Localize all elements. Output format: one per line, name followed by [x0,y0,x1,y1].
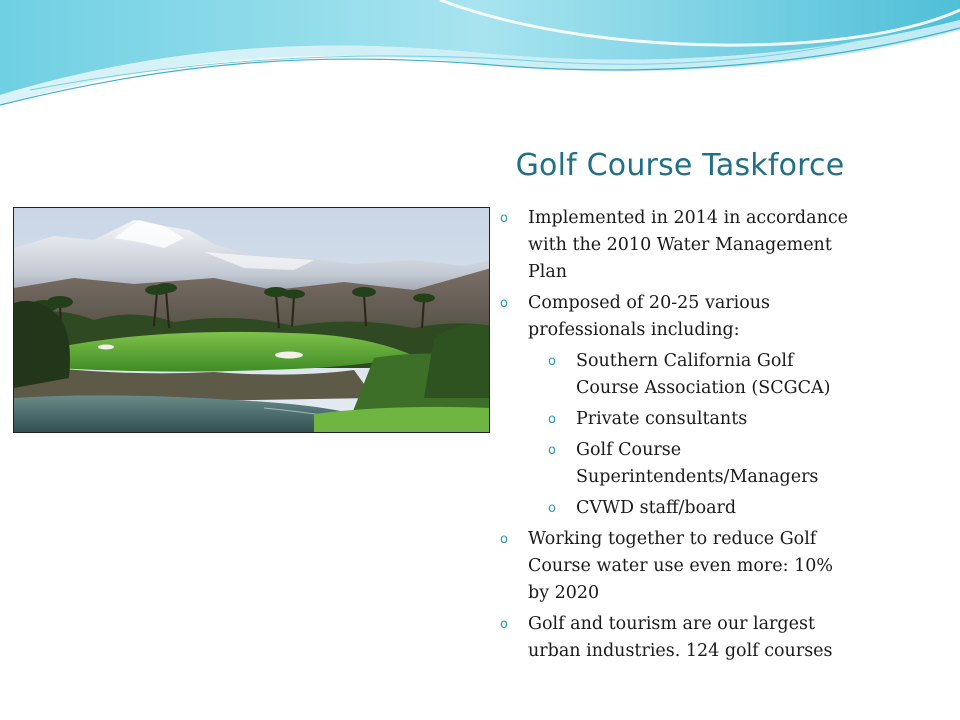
bullet-item [500,205,850,286]
bullet-item [500,290,850,344]
sub-bullet-item [548,437,850,491]
sub-bullet-item [548,495,850,522]
sub-bullet-item [548,406,850,433]
bullet-text: Private consultants [576,409,748,429]
bullet-text: Southern California Golf Course Association (SCGCA) [576,351,831,398]
bullet-marker-icon: o [500,296,508,311]
bullet-text: Golf Course Superintendents/Managers [576,440,819,487]
bullet-text: Working together to reduce Golf Course water use even more: 10% by 2020 [528,529,834,603]
bullet-text: CVWD staff/board [576,498,737,518]
bullet-marker-icon: o [548,412,556,427]
bullet-item [500,526,850,607]
bullet-marker-icon: o [548,443,556,458]
slide-title: Golf Course Taskforce [515,148,845,183]
bullet-marker-icon: o [548,501,556,516]
bullet-text: Implemented in 2014 in accordance with the 2010 Water Management Plan [528,208,848,282]
bullet-marker-icon: o [548,354,556,369]
bullet-text: Composed of 20-25 various professionals including: [528,293,771,340]
golf-course-photo [13,207,490,433]
bullet-list [500,205,850,669]
sub-bullet-list [500,348,850,522]
bullet-marker-icon: o [500,532,508,547]
header-wave-decoration [0,0,960,120]
sub-bullet-item [548,348,850,402]
bullet-text: Golf and tourism are our largest urban industries. 124 golf courses [528,614,833,661]
bullet-marker-icon: o [500,211,508,226]
bullet-marker-icon: o [500,617,508,632]
bullet-item [500,611,850,665]
